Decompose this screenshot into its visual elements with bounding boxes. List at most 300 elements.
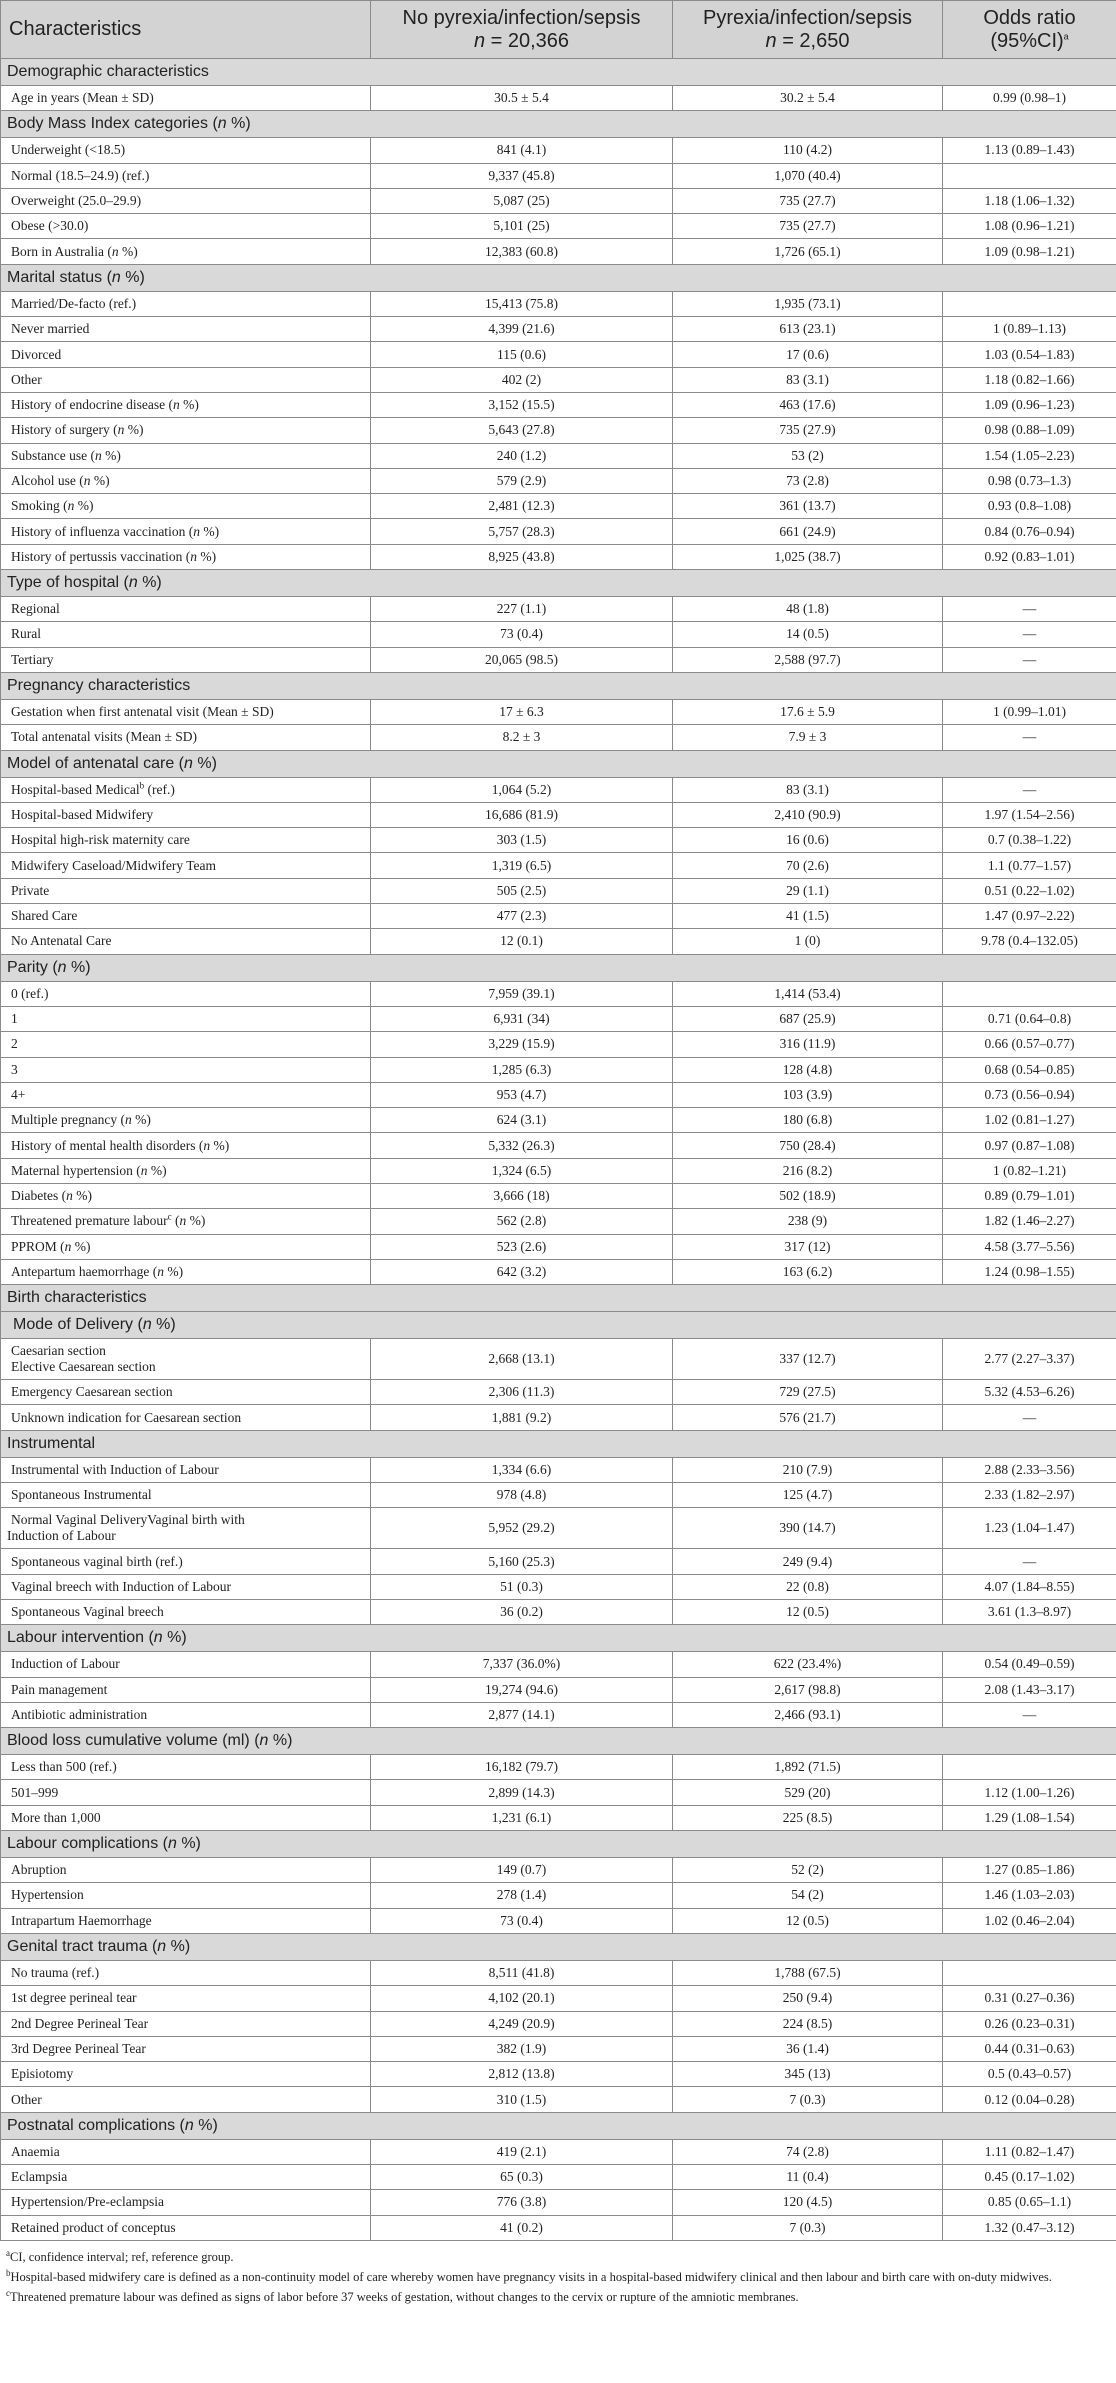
row-label-text: Multiple pregnancy (n %) xyxy=(11,1112,151,1128)
table-row xyxy=(1,981,1116,1006)
value-no-pyrexia: 841 (4.1) xyxy=(371,138,673,163)
value-no-pyrexia: 115 (0.6) xyxy=(371,342,673,367)
header-pyrexia-count: = 2,650 xyxy=(782,29,850,52)
value-no-pyrexia: 2,306 (11.3) xyxy=(371,1380,673,1405)
row-label-text: Instrumental with Induction of Labour xyxy=(11,1461,219,1477)
row-label-text: Threatened premature labour xyxy=(11,1213,168,1229)
row-label-text: Spontaneous Instrumental xyxy=(11,1487,152,1503)
table-row xyxy=(1,2011,1116,2036)
value-odds-ratio: 1.23 (1.04–1.47) xyxy=(943,1508,1116,1549)
value-no-pyrexia: 149 (0.7) xyxy=(371,1858,673,1883)
value-odds-ratio: 0.66 (0.57–0.77) xyxy=(943,1032,1116,1057)
row-label-text: No Antenatal Care xyxy=(11,933,112,949)
section-header-row xyxy=(1,570,1116,597)
footnote-text: Threatened premature labour was defined as signs of labor before 37 weeks of gestation, without changes to the cervix or rupture of the amniotic membranes. xyxy=(10,2289,799,2304)
value-odds-ratio xyxy=(943,291,1116,316)
table-row xyxy=(1,1858,1116,1883)
table-row xyxy=(1,2036,1116,2061)
value-no-pyrexia: 1,285 (6.3) xyxy=(371,1057,673,1082)
row-label xyxy=(1,1183,371,1208)
value-pyrexia: 11 (0.4) xyxy=(673,2165,943,2190)
value-pyrexia: 110 (4.2) xyxy=(673,138,943,163)
table-row xyxy=(1,2087,1116,2112)
value-no-pyrexia: 65 (0.3) xyxy=(371,2165,673,2190)
row-label-text: History of pertussis vaccination (n %) xyxy=(11,548,217,564)
row-label-text: Midwifery Caseload/Midwifery Team xyxy=(11,857,217,873)
value-odds-ratio: 0.84 (0.76–0.94) xyxy=(943,519,1116,544)
row-label-text: Gestation when first antenatal visit (Mean ± SD) xyxy=(11,704,274,720)
table-row xyxy=(1,1057,1116,1082)
value-no-pyrexia: 12 (0.1) xyxy=(371,929,673,954)
row-label-text: Hypertension xyxy=(11,1887,84,1903)
row-label xyxy=(1,1883,371,1908)
value-odds-ratio xyxy=(943,1755,1116,1780)
value-pyrexia: 390 (14.7) xyxy=(673,1508,943,1549)
value-odds-ratio: 5.32 (4.53–6.26) xyxy=(943,1380,1116,1405)
section-header-row xyxy=(1,1285,1116,1312)
row-label xyxy=(1,725,371,750)
header-characteristics: Characteristics xyxy=(1,1,371,59)
table-row xyxy=(1,163,1116,188)
table-row xyxy=(1,1652,1116,1677)
value-no-pyrexia: 1,064 (5.2) xyxy=(371,777,673,802)
table-row xyxy=(1,1702,1116,1727)
value-odds-ratio: 0.5 (0.43–0.57) xyxy=(943,2062,1116,2087)
value-no-pyrexia: 17 ± 6.3 xyxy=(371,699,673,724)
table-row xyxy=(1,1755,1116,1780)
row-label-suffix: (n %) xyxy=(175,1213,206,1229)
row-label xyxy=(1,86,371,111)
table-row xyxy=(1,2215,1116,2240)
value-no-pyrexia: 3,152 (15.5) xyxy=(371,392,673,417)
value-no-pyrexia: 16,686 (81.9) xyxy=(371,802,673,827)
row-label xyxy=(1,468,371,493)
header-pyrexia xyxy=(673,1,943,59)
value-pyrexia: 125 (4.7) xyxy=(673,1483,943,1508)
value-pyrexia: 128 (4.8) xyxy=(673,1057,943,1082)
footnote-marker: c xyxy=(167,1211,172,1222)
value-pyrexia: 225 (8.5) xyxy=(673,1805,943,1830)
value-pyrexia: 7 (0.3) xyxy=(673,2215,943,2240)
row-label xyxy=(1,1908,371,1933)
section-title: Instrumental xyxy=(1,1430,1116,1457)
value-odds-ratio: 1.09 (0.98–1.21) xyxy=(943,239,1116,264)
row-label xyxy=(1,1574,371,1599)
row-label xyxy=(1,1082,371,1107)
row-label-text: History of mental health disorders (n %) xyxy=(11,1137,230,1153)
value-odds-ratio: 9.78 (0.4–132.05) xyxy=(943,929,1116,954)
section-title: Labour intervention (n %) xyxy=(1,1625,1116,1652)
value-no-pyrexia: 303 (1.5) xyxy=(371,828,673,853)
value-odds-ratio: — xyxy=(943,622,1116,647)
row-label xyxy=(1,544,371,569)
row-label-text: Vaginal breech with Induction of Labour xyxy=(11,1578,232,1594)
row-label xyxy=(1,699,371,724)
value-pyrexia: 250 (9.4) xyxy=(673,1986,943,2011)
value-odds-ratio: 4.07 (1.84–8.55) xyxy=(943,1574,1116,1599)
value-odds-ratio: 1.02 (0.46–2.04) xyxy=(943,1908,1116,1933)
value-odds-ratio: 1.46 (1.03–2.03) xyxy=(943,1883,1116,1908)
row-label xyxy=(1,2165,371,2190)
row-label xyxy=(1,1108,371,1133)
value-no-pyrexia: 7,337 (36.0%) xyxy=(371,1652,673,1677)
value-pyrexia: 120 (4.5) xyxy=(673,2190,943,2215)
table-row xyxy=(1,239,1116,264)
header-no-pyrexia xyxy=(371,1,673,59)
table-row xyxy=(1,367,1116,392)
value-pyrexia: 345 (13) xyxy=(673,2062,943,2087)
value-no-pyrexia: 8,511 (41.8) xyxy=(371,1960,673,1985)
row-label xyxy=(1,1133,371,1158)
table-row xyxy=(1,214,1116,239)
row-label-text: Private xyxy=(11,882,50,898)
row-label-line2: Elective Caesarean section xyxy=(11,1359,156,1375)
table-row xyxy=(1,1032,1116,1057)
table-row xyxy=(1,1677,1116,1702)
row-label-text: Other xyxy=(11,2091,42,2107)
row-label-text: 3rd Degree Perineal Tear xyxy=(11,2040,146,2056)
section-title: Birth characteristics xyxy=(1,1285,1116,1312)
value-no-pyrexia: 402 (2) xyxy=(371,367,673,392)
table-row xyxy=(1,1108,1116,1133)
value-no-pyrexia: 2,899 (14.3) xyxy=(371,1780,673,1805)
value-pyrexia: 103 (3.9) xyxy=(673,1082,943,1107)
value-no-pyrexia: 2,877 (14.1) xyxy=(371,1702,673,1727)
row-label xyxy=(1,1457,371,1482)
value-odds-ratio: 1 (0.82–1.21) xyxy=(943,1158,1116,1183)
value-odds-ratio: 1.12 (1.00–1.26) xyxy=(943,1780,1116,1805)
value-pyrexia: 7 (0.3) xyxy=(673,2087,943,2112)
table-row xyxy=(1,317,1116,342)
table-row xyxy=(1,1805,1116,1830)
value-no-pyrexia: 5,952 (29.2) xyxy=(371,1508,673,1549)
row-label-text: History of influenza vaccination (n %) xyxy=(11,523,220,539)
row-label xyxy=(1,929,371,954)
row-label-text: Shared Care xyxy=(11,908,78,924)
value-pyrexia: 576 (21.7) xyxy=(673,1405,943,1430)
row-label xyxy=(1,1780,371,1805)
section-title: Labour complications (n %) xyxy=(1,1831,1116,1858)
table-row xyxy=(1,878,1116,903)
row-label xyxy=(1,2215,371,2240)
value-pyrexia: 249 (9.4) xyxy=(673,1549,943,1574)
table-row xyxy=(1,1082,1116,1107)
row-label-text: Normal Vaginal DeliveryVaginal birth with xyxy=(11,1512,245,1528)
value-pyrexia: 22 (0.8) xyxy=(673,1574,943,1599)
table-row xyxy=(1,418,1116,443)
value-odds-ratio: 1.08 (0.96–1.21) xyxy=(943,214,1116,239)
header-pyrexia-n: n xyxy=(765,29,777,52)
value-pyrexia: 622 (23.4%) xyxy=(673,1652,943,1677)
value-odds-ratio: 0.93 (0.8–1.08) xyxy=(943,494,1116,519)
row-label-text: 0 (ref.) xyxy=(11,985,49,1001)
row-label xyxy=(1,443,371,468)
value-no-pyrexia: 8,925 (43.8) xyxy=(371,544,673,569)
value-odds-ratio: 0.68 (0.54–0.85) xyxy=(943,1057,1116,1082)
value-pyrexia: 1,726 (65.1) xyxy=(673,239,943,264)
value-pyrexia: 729 (27.5) xyxy=(673,1380,943,1405)
section-header-row xyxy=(1,750,1116,777)
row-label xyxy=(1,1006,371,1031)
value-no-pyrexia: 1,881 (9.2) xyxy=(371,1405,673,1430)
table-row xyxy=(1,1574,1116,1599)
section-header-row xyxy=(1,1625,1116,1652)
row-label xyxy=(1,622,371,647)
value-odds-ratio: 0.7 (0.38–1.22) xyxy=(943,828,1116,853)
table-row xyxy=(1,2139,1116,2164)
value-no-pyrexia: 278 (1.4) xyxy=(371,1883,673,1908)
row-label xyxy=(1,2011,371,2036)
value-pyrexia: 529 (20) xyxy=(673,1780,943,1805)
value-odds-ratio: 1.02 (0.81–1.27) xyxy=(943,1108,1116,1133)
row-label-text: Age in years (Mean ± SD) xyxy=(11,90,154,106)
section-header-row xyxy=(1,954,1116,981)
value-no-pyrexia: 642 (3.2) xyxy=(371,1259,673,1284)
row-label xyxy=(1,777,371,802)
row-label xyxy=(1,1986,371,2011)
row-label xyxy=(1,2190,371,2215)
table-header-row xyxy=(1,1,1116,59)
value-no-pyrexia: 4,399 (21.6) xyxy=(371,317,673,342)
value-pyrexia: 210 (7.9) xyxy=(673,1457,943,1482)
value-no-pyrexia: 5,643 (27.8) xyxy=(371,418,673,443)
row-label-text: Total antenatal visits (Mean ± SD) xyxy=(11,729,198,745)
row-label xyxy=(1,1652,371,1677)
value-odds-ratio: 0.92 (0.83–1.01) xyxy=(943,544,1116,569)
row-label xyxy=(1,1549,371,1574)
value-pyrexia: 7.9 ± 3 xyxy=(673,725,943,750)
row-label xyxy=(1,163,371,188)
value-pyrexia: 238 (9) xyxy=(673,1209,943,1234)
table-row xyxy=(1,1339,1116,1380)
section-title: Postnatal complications (n %) xyxy=(1,2112,1116,2139)
value-odds-ratio: 1.27 (0.85–1.86) xyxy=(943,1858,1116,1883)
row-label xyxy=(1,2036,371,2061)
value-no-pyrexia: 3,229 (15.9) xyxy=(371,1032,673,1057)
value-odds-ratio: 0.73 (0.56–0.94) xyxy=(943,1082,1116,1107)
table-row xyxy=(1,647,1116,672)
table-row xyxy=(1,622,1116,647)
value-odds-ratio xyxy=(943,163,1116,188)
row-label xyxy=(1,519,371,544)
value-no-pyrexia: 5,101 (25) xyxy=(371,214,673,239)
footnote-text: Hospital-based midwifery care is defined as a non-continuity model of care whereby women have pregnancy visits in a hospital-based midwifery clinical and then labour and birth care with on-duty midwives. xyxy=(10,2269,1052,2284)
value-odds-ratio: — xyxy=(943,777,1116,802)
row-label-text: Overweight (25.0–29.9) xyxy=(11,193,142,209)
section-header-row xyxy=(1,1430,1116,1457)
row-label-line2: Induction of Labour xyxy=(7,1528,116,1544)
value-odds-ratio: 1.03 (0.54–1.83) xyxy=(943,342,1116,367)
row-label xyxy=(1,904,371,929)
value-no-pyrexia: 2,481 (12.3) xyxy=(371,494,673,519)
footnote xyxy=(6,2249,1110,2266)
row-label-text: Smoking (n %) xyxy=(11,498,94,514)
value-odds-ratio: 0.51 (0.22–1.02) xyxy=(943,878,1116,903)
value-odds-ratio xyxy=(943,981,1116,1006)
value-no-pyrexia: 73 (0.4) xyxy=(371,622,673,647)
header-no-pyrexia-n: n xyxy=(473,29,486,52)
table-row xyxy=(1,392,1116,417)
value-odds-ratio: 0.97 (0.87–1.08) xyxy=(943,1133,1116,1158)
section-title: Pregnancy characteristics xyxy=(1,672,1116,699)
value-pyrexia: 180 (6.8) xyxy=(673,1108,943,1133)
value-no-pyrexia: 310 (1.5) xyxy=(371,2087,673,2112)
footnote-marker: a xyxy=(6,2247,10,2258)
value-pyrexia: 16 (0.6) xyxy=(673,828,943,853)
row-label-text: Caesarian section xyxy=(11,1343,106,1359)
table-row xyxy=(1,2062,1116,2087)
row-label xyxy=(1,291,371,316)
row-label xyxy=(1,138,371,163)
value-pyrexia: 463 (17.6) xyxy=(673,392,943,417)
row-label-suffix: (ref.) xyxy=(144,781,175,797)
value-pyrexia: 52 (2) xyxy=(673,1858,943,1883)
value-pyrexia: 316 (11.9) xyxy=(673,1032,943,1057)
row-label-text: Never married xyxy=(11,321,90,337)
value-pyrexia: 17 (0.6) xyxy=(673,342,943,367)
table-row xyxy=(1,1960,1116,1985)
row-label-text: Spontaneous vaginal birth (ref.) xyxy=(11,1553,183,1569)
row-label-text: 1 xyxy=(11,1011,18,1027)
row-label-text: Unknown indication for Caesarean section xyxy=(11,1409,242,1425)
value-no-pyrexia: 12,383 (60.8) xyxy=(371,239,673,264)
section-title: Body Mass Index categories (n %) xyxy=(1,111,1116,138)
subsection-header-row xyxy=(1,1312,1116,1339)
value-pyrexia: 14 (0.5) xyxy=(673,622,943,647)
row-label xyxy=(1,239,371,264)
row-label-text: Retained product of conceptus xyxy=(11,2219,176,2235)
row-label-text: Married/De-facto (ref.) xyxy=(11,295,137,311)
row-label xyxy=(1,1057,371,1082)
row-label-text: Regional xyxy=(11,601,60,617)
row-label-text: Less than 500 (ref.) xyxy=(11,1759,117,1775)
row-label xyxy=(1,2139,371,2164)
footnote-text: CI, confidence interval; ref, reference group. xyxy=(10,2249,234,2264)
value-pyrexia: 53 (2) xyxy=(673,443,943,468)
table-row xyxy=(1,1549,1116,1574)
table-row xyxy=(1,1133,1116,1158)
table-row xyxy=(1,443,1116,468)
footnote xyxy=(6,2289,1110,2306)
value-odds-ratio: 0.85 (0.65–1.1) xyxy=(943,2190,1116,2215)
table-row xyxy=(1,929,1116,954)
table-body xyxy=(1,59,1116,2241)
table-row xyxy=(1,777,1116,802)
row-label-text: 1st degree perineal tear xyxy=(11,1990,137,2006)
table-row xyxy=(1,802,1116,827)
value-odds-ratio: — xyxy=(943,725,1116,750)
row-label xyxy=(1,317,371,342)
value-odds-ratio: 2.08 (1.43–3.17) xyxy=(943,1677,1116,1702)
row-label-text: No trauma (ref.) xyxy=(11,1965,100,1981)
value-odds-ratio: — xyxy=(943,1405,1116,1430)
value-odds-ratio: 1 (0.89–1.13) xyxy=(943,317,1116,342)
value-pyrexia: 1,935 (73.1) xyxy=(673,291,943,316)
section-header-row xyxy=(1,1933,1116,1960)
table-row xyxy=(1,1908,1116,1933)
row-label-text: 4+ xyxy=(11,1086,26,1102)
table-row xyxy=(1,828,1116,853)
row-label xyxy=(1,214,371,239)
value-no-pyrexia: 30.5 ± 5.4 xyxy=(371,86,673,111)
row-label-text: 2nd Degree Perineal Tear xyxy=(11,2015,149,2031)
value-odds-ratio: 0.54 (0.49–0.59) xyxy=(943,1652,1116,1677)
table-row xyxy=(1,1158,1116,1183)
row-label-text: Pain management xyxy=(11,1681,108,1697)
value-no-pyrexia: 2,668 (13.1) xyxy=(371,1339,673,1380)
row-label-text: 501–999 xyxy=(11,1784,59,1800)
value-odds-ratio: 1.13 (0.89–1.43) xyxy=(943,138,1116,163)
value-odds-ratio: 1.54 (1.05–2.23) xyxy=(943,443,1116,468)
value-no-pyrexia: 2,812 (13.8) xyxy=(371,2062,673,2087)
row-label-text: Spontaneous Vaginal breech xyxy=(11,1604,164,1620)
table-row xyxy=(1,1780,1116,1805)
value-odds-ratio: 2.77 (2.27–3.37) xyxy=(943,1339,1116,1380)
value-no-pyrexia: 562 (2.8) xyxy=(371,1209,673,1234)
value-no-pyrexia: 51 (0.3) xyxy=(371,1574,673,1599)
value-odds-ratio: 0.45 (0.17–1.02) xyxy=(943,2165,1116,2190)
value-no-pyrexia: 6,931 (34) xyxy=(371,1006,673,1031)
value-pyrexia: 1,892 (71.5) xyxy=(673,1755,943,1780)
value-odds-ratio: 0.71 (0.64–0.8) xyxy=(943,1006,1116,1031)
row-label-text: Obese (>30.0) xyxy=(11,218,89,234)
value-odds-ratio: 1.09 (0.96–1.23) xyxy=(943,392,1116,417)
row-label xyxy=(1,1508,371,1549)
value-pyrexia: 1 (0) xyxy=(673,929,943,954)
value-pyrexia: 12 (0.5) xyxy=(673,1599,943,1624)
value-no-pyrexia: 1,324 (6.5) xyxy=(371,1158,673,1183)
value-no-pyrexia: 15,413 (75.8) xyxy=(371,291,673,316)
value-no-pyrexia: 227 (1.1) xyxy=(371,597,673,622)
value-pyrexia: 12 (0.5) xyxy=(673,1908,943,1933)
row-label xyxy=(1,1234,371,1259)
value-pyrexia: 83 (3.1) xyxy=(673,367,943,392)
value-odds-ratio: 0.44 (0.31–0.63) xyxy=(943,2036,1116,2061)
value-no-pyrexia: 240 (1.2) xyxy=(371,443,673,468)
header-odds-ratio xyxy=(943,1,1116,59)
value-odds-ratio: 1 (0.99–1.01) xyxy=(943,699,1116,724)
value-pyrexia: 74 (2.8) xyxy=(673,2139,943,2164)
header-no-pyrexia-count: = 20,366 xyxy=(490,29,570,52)
table-row xyxy=(1,1986,1116,2011)
table-row xyxy=(1,1599,1116,1624)
value-odds-ratio: — xyxy=(943,1702,1116,1727)
value-pyrexia: 2,466 (93.1) xyxy=(673,1702,943,1727)
table-row xyxy=(1,2165,1116,2190)
table-row xyxy=(1,291,1116,316)
value-pyrexia: 502 (18.9) xyxy=(673,1183,943,1208)
row-label-text: Induction of Labour xyxy=(11,1656,120,1672)
value-no-pyrexia: 20,065 (98.5) xyxy=(371,647,673,672)
table-row xyxy=(1,597,1116,622)
value-pyrexia: 41 (1.5) xyxy=(673,904,943,929)
row-label-text: Maternal hypertension (n %) xyxy=(11,1162,167,1178)
section-header-row xyxy=(1,1831,1116,1858)
value-pyrexia: 2,410 (90.9) xyxy=(673,802,943,827)
table-row xyxy=(1,494,1116,519)
row-label-text: Hypertension/Pre-eclampsia xyxy=(11,2194,164,2210)
row-label xyxy=(1,2062,371,2087)
value-no-pyrexia: 73 (0.4) xyxy=(371,1908,673,1933)
value-no-pyrexia: 5,087 (25) xyxy=(371,188,673,213)
row-label xyxy=(1,392,371,417)
table-row xyxy=(1,699,1116,724)
value-odds-ratio: 0.98 (0.73–1.3) xyxy=(943,468,1116,493)
row-label xyxy=(1,1702,371,1727)
value-pyrexia: 29 (1.1) xyxy=(673,878,943,903)
section-header-row xyxy=(1,264,1116,291)
row-label-text: Antibiotic administration xyxy=(11,1706,148,1722)
